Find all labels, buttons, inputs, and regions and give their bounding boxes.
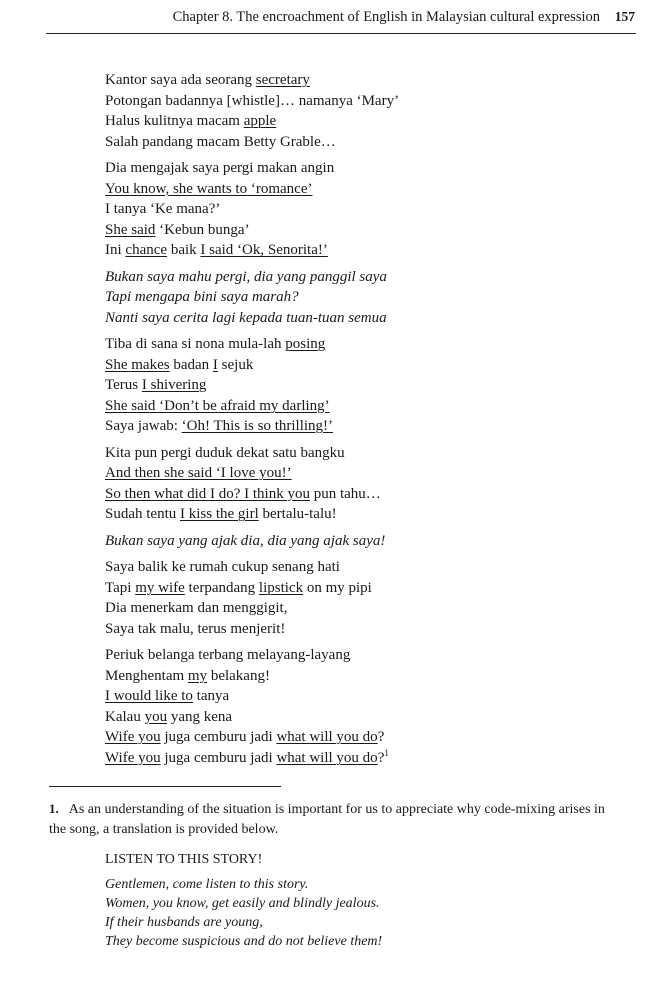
lyric-line <box>105 531 625 552</box>
lyric-line <box>105 111 625 132</box>
english-segment: So then what did I do? I think you <box>105 485 310 502</box>
lyric-line <box>105 220 625 241</box>
english-segment: secretary <box>255 72 310 88</box>
footnote-rule <box>49 786 281 787</box>
english-segment: I said ‘Ok, Senorita!’ <box>200 242 328 258</box>
lyric-line <box>105 287 625 308</box>
text-segment: sejuk <box>217 356 254 373</box>
english-segment: She said <box>105 221 156 238</box>
text-segment: I tanya ‘Ke mana?’ <box>105 201 221 217</box>
lyric-line <box>105 132 625 153</box>
text-segment: on my pipi <box>303 579 372 596</box>
text-segment: Nanti saya cerita lagi kepada tuan-tuan semua <box>105 309 387 326</box>
text-segment: ? <box>377 749 385 766</box>
text-segment: Dia mengajak saya pergi makan angin <box>105 160 335 176</box>
text-segment: Menghentam <box>105 667 188 684</box>
translation-title: LISTEN TO THIS STORY! <box>105 852 263 867</box>
english-segment: I shivering <box>141 377 207 393</box>
text-segment: Tapi <box>105 579 136 596</box>
running-header <box>46 8 636 34</box>
text-segment: Potongan badannya [whistle]… namanya ‘Mary’ <box>105 92 400 109</box>
english-segment: what will you do <box>276 729 378 745</box>
footnote <box>49 799 609 839</box>
text-segment: Periuk belanga terbang melayang-layang <box>105 647 351 663</box>
lyric-line <box>105 707 625 728</box>
english-segment: my <box>187 667 208 684</box>
english-segment: She makes <box>105 356 170 373</box>
stanza <box>105 70 625 152</box>
text-segment: Bukan saya yang ajak dia, dia yang ajak saya! <box>105 532 386 549</box>
text-segment: Bukan saya mahu pergi, dia yang panggil saya <box>105 268 387 285</box>
lyric-line <box>105 645 625 666</box>
translation-line: If their husbands are young, <box>105 915 263 930</box>
lyric-line <box>105 557 625 578</box>
text-segment: yang kena <box>167 708 233 725</box>
chapter-title: Chapter 8. The encroachment of English in Malaysian cultural expression <box>172 9 600 25</box>
lyric-line <box>105 598 625 619</box>
english-segment: Wife you <box>105 729 161 745</box>
english-segment: chance <box>125 242 168 258</box>
lyric-line <box>105 334 625 355</box>
lyric-line <box>105 375 625 396</box>
english-segment: Wife you <box>105 749 161 766</box>
text-segment: badan <box>169 356 213 373</box>
lyric-line <box>105 416 625 437</box>
english-segment: You know, she wants to ‘romance’ <box>105 180 313 197</box>
text-segment: Kantor saya ada seorang <box>105 72 256 88</box>
lyric-line <box>105 267 625 288</box>
footnote-number: 1. <box>49 801 59 816</box>
lyric-line <box>105 727 625 748</box>
text-segment: Tiba di sana si nona mula-lah <box>105 336 286 352</box>
lyric-line <box>105 686 625 707</box>
text-segment: ? <box>377 729 385 745</box>
lyric-line <box>105 443 625 464</box>
english-segment: what will you do <box>276 749 378 766</box>
text-segment: Kalau <box>105 708 145 725</box>
english-segment: I kiss the girl <box>180 506 259 522</box>
stanza <box>105 531 625 552</box>
lyric-line <box>105 308 625 329</box>
english-segment: apple <box>243 113 277 129</box>
text-segment: pun tahu… <box>309 485 381 502</box>
english-segment: my wife <box>135 579 185 596</box>
text-segment: Halus kulitnya macam <box>105 113 244 129</box>
lyric-line <box>105 199 625 220</box>
lyric-line <box>105 355 625 376</box>
footnote-text: As an understanding of the situation is important for us to appreciate why code-mixing arises in the song, a translation is provided below. <box>49 802 605 837</box>
stanza <box>105 334 625 437</box>
text-segment: Saya balik ke rumah cukup senang hati <box>105 559 340 575</box>
stanza <box>105 267 625 329</box>
text-segment: Tapi mengapa bini saya marah? <box>105 289 299 305</box>
lyric-line <box>105 484 625 505</box>
translation-lines <box>105 875 615 951</box>
english-segment: And then she said ‘I love you!’ <box>105 465 292 481</box>
stanza <box>105 557 625 639</box>
stanza <box>105 443 625 525</box>
text-segment: Salah pandang macam Betty Grable… <box>105 133 336 150</box>
english-segment: lipstick <box>258 579 304 596</box>
english-segment: you <box>144 708 168 725</box>
translation-line: Gentlemen, come listen to this story. <box>105 877 309 892</box>
translation-line: Women, you know, get easily and blindly jealous. <box>105 896 380 911</box>
lyric-line <box>105 504 625 525</box>
text-segment: juga cemburu jadi <box>160 749 277 766</box>
text-segment: Ini <box>105 242 126 258</box>
translation <box>105 850 615 951</box>
lyric-line <box>105 463 625 484</box>
english-segment: ‘Oh! This is so thrilling!’ <box>181 418 334 434</box>
english-segment: She said ‘Don’t be afraid my darling’ <box>105 397 330 414</box>
lyric-line <box>105 70 625 91</box>
english-segment: posing <box>285 336 326 352</box>
text-segment: bertalu-talu! <box>258 506 337 522</box>
stanza <box>105 158 625 261</box>
footnote-ref: 1 <box>384 747 389 758</box>
song-lyrics <box>105 70 625 774</box>
translation-line: They become suspicious and do not believe them! <box>105 934 383 949</box>
lyric-line <box>105 619 625 640</box>
lyric-line <box>105 578 625 599</box>
page-number: 157 <box>614 9 635 24</box>
text-segment: tanya <box>192 688 230 704</box>
text-segment: belakang! <box>207 667 270 684</box>
lyric-line <box>105 179 625 200</box>
stanza <box>105 645 625 768</box>
lyric-line <box>105 158 625 179</box>
english-segment: I <box>212 356 218 373</box>
text-segment: Sudah tentu <box>105 506 180 522</box>
text-segment: Terus <box>105 377 142 393</box>
text-segment: ‘Kebun bunga’ <box>155 221 250 238</box>
lyric-line <box>105 666 625 687</box>
text-segment: Kita pun pergi duduk dekat satu bangku <box>105 444 345 461</box>
lyric-line <box>105 91 625 112</box>
lyric-line <box>105 240 625 261</box>
text-segment: juga cemburu jadi <box>160 729 277 745</box>
text-segment: Saya tak malu, terus menjerit! <box>105 620 286 637</box>
text-segment: baik <box>167 242 201 258</box>
lyric-line <box>105 396 625 417</box>
text-segment: Saya jawab: <box>105 418 182 434</box>
text-segment: Dia menerkam dan menggigit, <box>105 600 288 616</box>
english-segment: I would like to <box>105 688 193 704</box>
text-segment: terpandang <box>184 579 259 596</box>
lyric-line <box>105 748 625 769</box>
